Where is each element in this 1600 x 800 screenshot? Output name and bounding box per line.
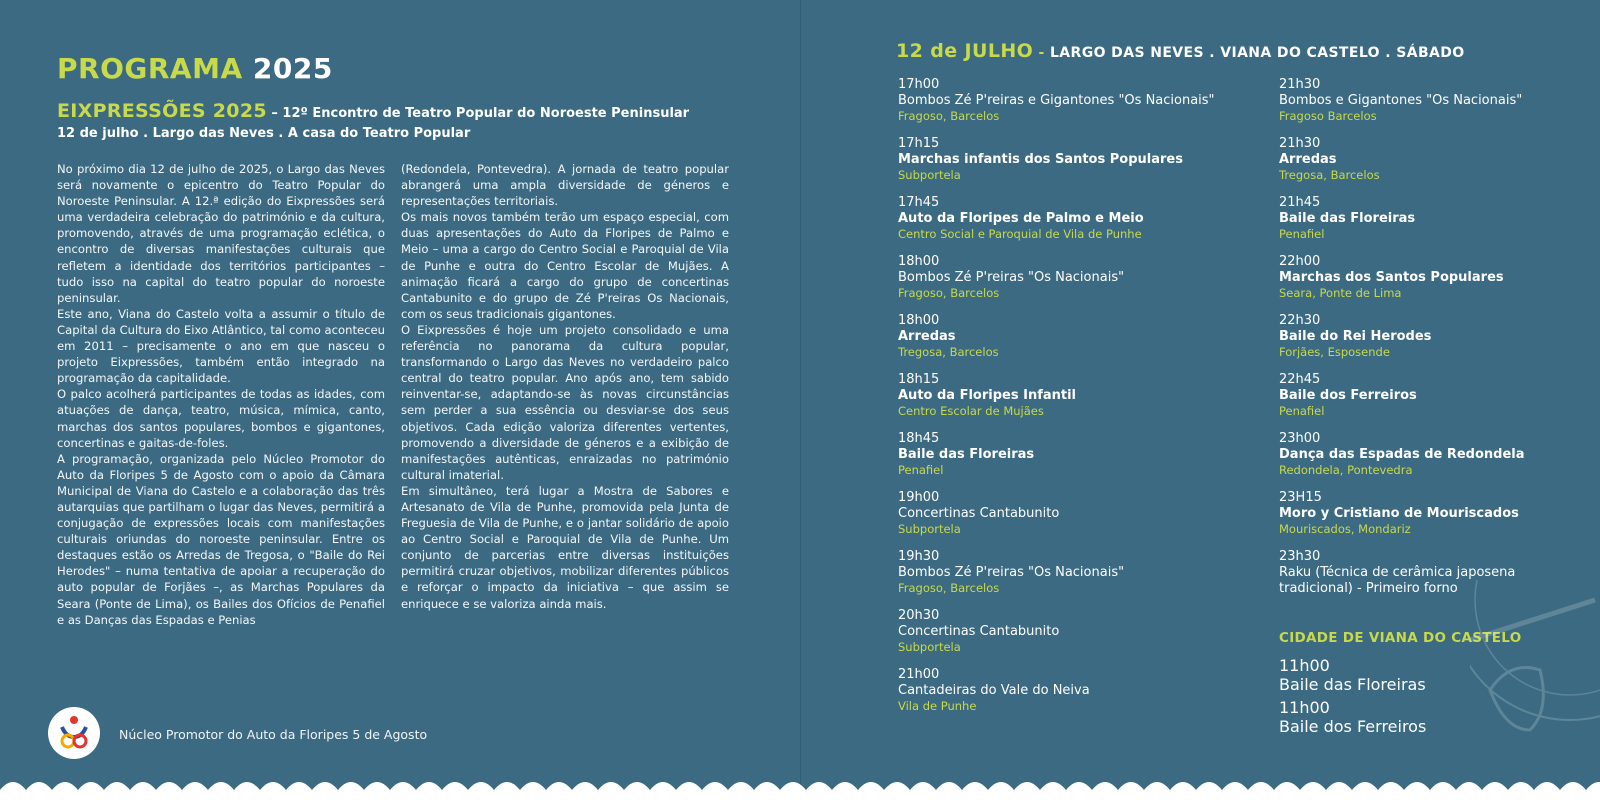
schedule-item [898, 608, 1258, 667]
event-name: Marchas dos Santos Populares [1279, 270, 1504, 285]
event-place: Fragoso, Barcelos [898, 286, 1000, 300]
schedule-date: 12 de JULHO [896, 40, 1034, 62]
schedule-item [898, 136, 1258, 195]
schedule-place: LARGO DAS NEVES . VIANA DO CASTELO . SÁBADO [1049, 45, 1465, 61]
event-name: Baile dos Ferreiros [1279, 717, 1427, 736]
schedule-item [898, 372, 1258, 431]
schedule-item [1279, 136, 1579, 195]
schedule-column-1 [898, 77, 1258, 726]
paragraph: Os mais novos também terão um espaço especial, com duas apresentações do Auto da Floripes de Palmo e Meio – uma a cargo do Centro Social e Paroquial de Vila de Punhe e outra do Centro Escolar de Mujães. A animação ficará a cargo do grupo de concertinas Cantabunito e do grupo de Zé P'reiras Os Nacionais, com os seus tradicionais gigantones. [401, 210, 729, 321]
event-place: Penafiel [898, 463, 944, 477]
event-time: 21h30 [1279, 136, 1321, 151]
event-name: Bombos e Gigantones "Os Nacionais" [1279, 93, 1523, 108]
event-place: Fragoso, Barcelos [898, 109, 1000, 123]
event-time: 11h00 [1279, 656, 1330, 675]
schedule-item [898, 195, 1258, 254]
event-name: Auto da Floripes de Palmo e Meio [898, 211, 1144, 226]
event-name: EIXPRESSÕES 2025 [57, 100, 267, 122]
event-place: Subportela [898, 522, 961, 536]
event-name: Bombos Zé P'reiras "Os Nacionais" [898, 565, 1125, 580]
event-time: 21h45 [1279, 195, 1321, 210]
intro-column-2 [401, 161, 729, 612]
event-time: 20h30 [898, 608, 940, 623]
event-time: 19h00 [898, 490, 940, 505]
footer-organizer: Núcleo Promotor do Auto da Floripes 5 de Agosto [119, 727, 428, 742]
event-place: Forjães, Esposende [1279, 345, 1390, 359]
event-title [57, 100, 689, 122]
event-name: Raku (Técnica de cerâmica japosena tradicional) - Primeiro forno [1279, 565, 1516, 596]
event-name: Baile das Floreiras [1279, 675, 1426, 694]
event-time: 22h00 [1279, 254, 1321, 269]
event-time: 11h00 [1279, 698, 1330, 717]
event-time: 23h30 [1279, 549, 1321, 564]
event-place: Mouriscados, Mondariz [1279, 522, 1411, 536]
event-time: 22h30 [1279, 313, 1321, 328]
schedule-item [1279, 490, 1579, 549]
program-title [57, 52, 333, 85]
event-place: Penafiel [1279, 404, 1325, 418]
event-time: 21h00 [898, 667, 940, 682]
program-title-word: PROGRAMA [57, 52, 243, 85]
schedule-item [898, 77, 1258, 136]
event-place: Vila de Punhe [898, 699, 977, 713]
event-name: Bombos Zé P'reiras e Gigantones "Os Nacionais" [898, 93, 1215, 108]
event-place: Fragoso, Barcelos [898, 581, 1000, 595]
event-time: 23H15 [1279, 490, 1322, 505]
schedule-item [898, 254, 1258, 313]
event-place: Fragoso Barcelos [1279, 109, 1377, 123]
event-name: Bombos Zé P'reiras "Os Nacionais" [898, 270, 1125, 285]
event-place: Centro Social e Paroquial de Vila de Punhe [898, 227, 1142, 241]
event-name: Baile das Floreiras [1279, 211, 1416, 226]
event-name: Arredas [898, 329, 956, 344]
event-time: 17h45 [898, 195, 940, 210]
paragraph: No próximo dia 12 de julho de 2025, o Largo das Neves será novamente o epicentro do Teatro Popular do Noroeste Peninsular. A 12.ª edição do Eixpressões será uma verdadeira celebração do património e da cultura, promovendo, através de uma programação eclética, o encontro de diversas manifestações culturais que refletem a identidade dos territórios participantes – tudo isso na capital do teatro popular do noroeste peninsular. [57, 162, 385, 305]
paragraph: O palco acolherá participantes de todas as idades, com atuações de dança, teatro, música, mímica, canto, marchas dos santos populares, bombos e gigantones, concertinas e gaitas-de-foles. [57, 387, 385, 450]
event-name: Dança das Espadas de Redondela [1279, 447, 1525, 462]
event-place: Tregosa, Barcelos [1279, 168, 1380, 182]
event-place: Redondela, Pontevedra [1279, 463, 1413, 477]
event-place: Subportela [898, 168, 961, 182]
schedule-item [1279, 254, 1579, 313]
schedule-item [898, 313, 1258, 372]
paragraph: Em simultâneo, terá lugar a Mostra de Sabores e Artesanato de Vila de Punhe, promovida pela Junta de Freguesia de Vila de Punhe, e o jantar solidário de apoio ao Centro Social e Paroquial de Vila de Punhe. Um conjunto de parcerias entre diversas instituições permitirá cruzar objetivos, mobilizar diferentes públicos e reforçar o impacto da iniciativa – que assim se enriquece e se valoriza ainda mais. [401, 483, 729, 611]
event-name: Baile do Rei Herodes [1279, 329, 1432, 344]
event-name: Auto da Floripes Infantil [898, 388, 1077, 403]
event-time: 21h30 [1279, 77, 1321, 92]
event-time: 18h00 [898, 313, 940, 328]
event-name: Concertinas Cantabunito [898, 624, 1060, 639]
schedule-separator: - [1033, 45, 1050, 61]
event-name: Marchas infantis dos Santos Populares [898, 152, 1183, 167]
event-name: Cantadeiras do Vale do Neiva [898, 683, 1090, 698]
event-time: 18h15 [898, 372, 940, 387]
event-time: 18h45 [898, 431, 940, 446]
paragraph: O Eixpressões é hoje um projeto consolidado e uma referência no panorama da cultura popular, transformando o Largo das Neves no verdadeiro palco central do teatro popular. Ano após ano, tem sabido reinventar-se, adaptando-se às novas circunstâncias sem perder a sua essência ou desviar-se dos seus objetivos. Cada edição valoriza diferentes vertentes, promovendo a diversidade de géneros e a exibição de manifestações autênticas, enraizadas no património cultural imaterial. [401, 322, 729, 482]
event-subtitle: – 12º Encontro de Teatro Popular do Noroeste Peninsular [266, 106, 690, 121]
wave-border [0, 760, 1600, 800]
event-time: 18h00 [898, 254, 940, 269]
intro-column-1 [57, 161, 385, 628]
event-name: Moro y Cristiano de Mouriscados [1279, 506, 1519, 521]
event-name: Concertinas Cantabunito [898, 506, 1060, 521]
event-time: 17h00 [898, 77, 940, 92]
paragraph: A programação, organizada pelo Núcleo Promotor do Auto da Floripes 5 de Agosto com o apoio da Câmara Municipal de Viana do Castelo e a colaboração das três autarquias que partilham o lugar das Neves, permitirá a conjugação de expressões locais com manifestações culturais oriundas do noroeste peninsular. Entre os destaques estão os Arredas de Tregosa, o "Baile do Rei Herodes" – numa tentativa de apoiar a recuperação do auto popular de Forjães –, as Marchas Populares da Seara (Ponte de Lima), os Bailes dos Ofícios de Penafiel e as Danças das Espadas e Penias [57, 451, 385, 627]
schedule-item [898, 431, 1258, 490]
event-name: Arredas [1279, 152, 1337, 167]
event-time: 19h30 [898, 549, 940, 564]
event-time: 22h45 [1279, 372, 1321, 387]
schedule-item [898, 667, 1258, 726]
event-place: Centro Escolar de Mujães [898, 404, 1044, 418]
schedule-item [1279, 195, 1579, 254]
organizer-logo [48, 707, 100, 759]
right-panel [800, 0, 1600, 800]
event-name: Baile das Floreiras [898, 447, 1035, 462]
schedule-header [896, 40, 1465, 62]
event-time: 23h00 [1279, 431, 1321, 446]
schedule-item [1279, 77, 1579, 136]
paragraph: (Redondela, Pontevedra). A jornada de teatro popular abrangerá uma ampla diversidade de géneros e representações territoriais. [401, 162, 729, 209]
event-name: Baile dos Ferreiros [1279, 388, 1417, 403]
event-date-line: 12 de julho . Largo das Neves . A casa do Teatro Popular [57, 126, 471, 141]
program-title-year: 2025 [252, 52, 333, 85]
schedule-item [1279, 313, 1579, 372]
theatre-mask-watermark [1470, 580, 1600, 780]
paragraph: Este ano, Viana do Castelo volta a assumir o título de Capital da Cultura do Eixo Atlântico, tal como aconteceu em 2011 – precisamente o ano em que nasceu o projeto Eixpressões, também então integrado na programação da capitalidade. [57, 306, 385, 386]
schedule-item [898, 549, 1258, 608]
event-place: Seara, Ponte de Lima [1279, 286, 1402, 300]
schedule-item [1279, 372, 1579, 431]
schedule-item [1279, 431, 1579, 490]
schedule-item [898, 490, 1258, 549]
event-place: Penafiel [1279, 227, 1325, 241]
event-time: 17h15 [898, 136, 940, 151]
event-place: Subportela [898, 640, 961, 654]
cidade-section-title: CIDADE DE VIANA DO CASTELO [1279, 630, 1522, 646]
event-place: Tregosa, Barcelos [898, 345, 999, 359]
